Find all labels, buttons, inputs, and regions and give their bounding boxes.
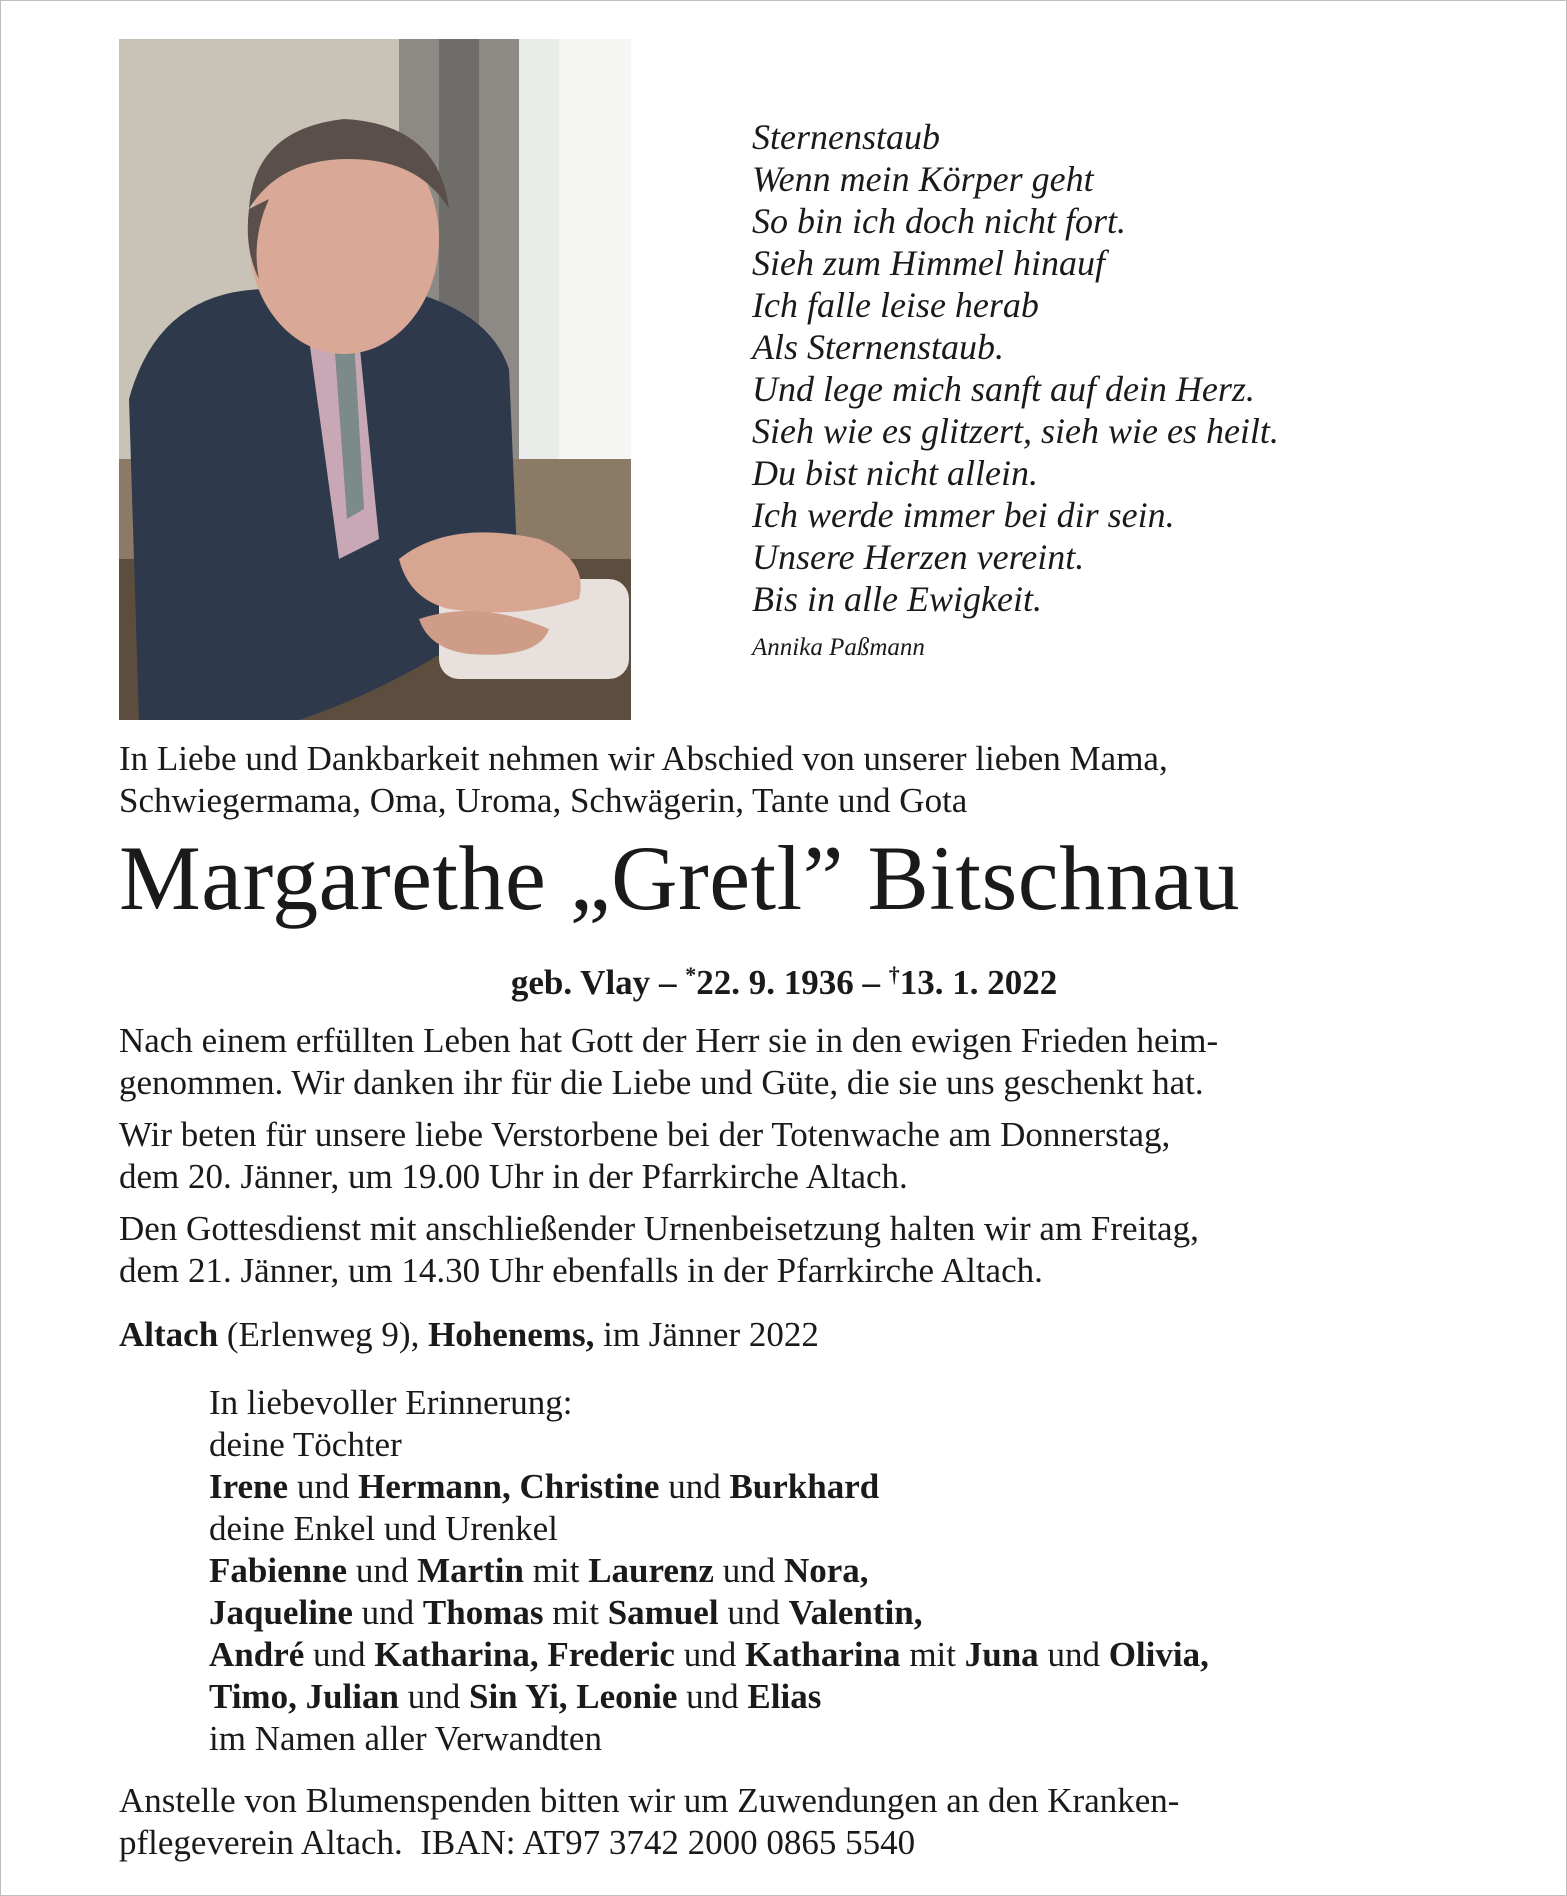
poem-line: Sieh wie es glitzert, sieh wie es heilt. [752,411,1279,451]
mourners-list [209,1382,1489,1760]
conjunction: und [352,1593,423,1632]
grandchildren-row [209,1592,1489,1634]
donation-line: Anstelle von Blumenspenden bitten wir um Zuwendungen an den Kranken- [119,1781,1180,1820]
intro-text [119,738,1449,822]
mourner-name: Jaqueline [209,1593,353,1632]
memory-heading: In liebevoller Erinnerung: [209,1383,573,1422]
mourner-name: Frederic [547,1635,675,1674]
conjunction: mit [543,1593,608,1632]
mourner-name: Olivia, [1108,1635,1209,1674]
conjunction: mit [524,1551,589,1590]
notice-date: im Jänner 2022 [594,1315,819,1354]
mourner-name: Fabienne [209,1551,348,1590]
poem-author: Annika Paßmann [752,634,925,661]
conjunction: und [677,1677,748,1716]
conjunction: und [659,1467,730,1506]
mourner-name: André [209,1635,305,1674]
mourner-name: Julian [305,1677,399,1716]
mourner-name: Elias [747,1677,822,1716]
poem-line: Du bist nicht allein. [752,453,1038,493]
conjunction: und [674,1635,745,1674]
death-symbol: † [888,962,900,987]
mourner-name: Nora, [783,1551,869,1590]
paragraph-line: Nach einem erfüllten Leben hat Gott der Herr sie in den ewigen Frieden heim- [119,1021,1219,1060]
poem-line: Und lege mich sanft auf dein Herz. [752,369,1255,409]
mourner-name: Burkhard [729,1467,880,1506]
mourner-name: Katharina [744,1635,901,1674]
conjunction: und [288,1467,359,1506]
poem-line: So bin ich doch nicht fort. [752,201,1126,241]
paragraph-passing [119,1020,1449,1104]
birth-symbol: * [685,962,697,987]
born-name: geb. Vlay [510,963,651,1002]
address: (Erlenweg 9), [218,1315,429,1354]
place-date [119,1314,1449,1356]
mourner-name: Martin [417,1551,524,1590]
mourner-name: Leonie [576,1677,678,1716]
spacer [568,1677,577,1716]
mourner-name: Sin Yi, [468,1677,568,1716]
mourner-name: Juna [964,1635,1039,1674]
grandchildren-row [209,1634,1489,1676]
paragraph-line: genommen. Wir danken ihr für die Liebe und Güte, die sie uns geschenkt hat. [119,1063,1204,1102]
conjunction: und [304,1635,375,1674]
conjunction: und [347,1551,418,1590]
intro-line: Schwiegermama, Oma, Uroma, Schwägerin, Tante und Gota [119,781,968,820]
paragraph-wake [119,1114,1449,1198]
poem [752,116,1472,662]
poem-line: Unsere Herzen vereint. [752,537,1085,577]
portrait-photo [119,39,631,720]
poem-line: Ich werde immer bei dir sein. [752,495,1175,535]
poem-line: Als Sternenstaub. [752,327,1004,367]
poem-line: Bis in alle Ewigkeit. [752,579,1042,619]
life-dates [119,954,1449,1004]
mourner-name: Timo, [209,1677,297,1716]
town-hohenems: Hohenems, [428,1315,595,1354]
conjunction: mit [900,1635,965,1674]
birth-date: 22. 9. 1936 [696,963,854,1002]
conjunction: und [1038,1635,1109,1674]
grandchildren-row [209,1676,1489,1718]
death-date: 13. 1. 2022 [899,963,1058,1002]
daughters-row [209,1466,1489,1508]
grandchildren-row [209,1550,1489,1592]
mourner-name: Thomas [422,1593,544,1632]
paragraph-line: Den Gottesdienst mit anschließender Urnenbeisetzung halten wir am Freitag, [119,1209,1199,1248]
deceased-name: Margarethe „Gretl” Bitschnau [119,827,1240,929]
separator: – [658,963,677,1002]
poem-line: Wenn mein Körper geht [752,159,1094,199]
paragraph-service [119,1208,1449,1292]
conjunction: und [718,1593,789,1632]
paragraph-line: dem 20. Jänner, um 19.00 Uhr in der Pfarrkirche Altach. [119,1157,908,1196]
mourner-name: Samuel [607,1593,719,1632]
mourner-name: Valentin, [788,1593,923,1632]
separator: – [862,963,880,1002]
donation-line: pflegeverein Altach. IBAN: AT97 3742 2000 0865 5540 [119,1823,916,1862]
conjunction: und [713,1551,784,1590]
paragraph-line: dem 21. Jänner, um 14.30 Uhr ebenfalls in der Pfarrkirche Altach. [119,1251,1043,1290]
mourner-name: Irene [209,1467,289,1506]
intro-line: In Liebe und Dankbarkeit nehmen wir Abschied von unserer lieben Mama, [119,739,1168,778]
daughters-label: deine Töchter [209,1425,402,1464]
memory-closing: im Namen aller Verwandten [209,1719,602,1758]
town-altach: Altach [119,1315,219,1354]
donation-note [119,1780,1449,1864]
grandchildren-label: deine Enkel und Urenkel [209,1509,558,1548]
poem-line: Sternenstaub [752,117,940,157]
mourner-name: Christine [519,1467,660,1506]
mourner-name: Hermann, [358,1467,511,1506]
mourner-name: Katharina, [374,1635,539,1674]
spacer [297,1677,306,1716]
mourner-name: Laurenz [588,1551,714,1590]
conjunction: und [398,1677,469,1716]
poem-line: Ich falle leise herab [752,285,1039,325]
paragraph-line: Wir beten für unsere liebe Verstorbene bei der Totenwache am Donnerstag, [119,1115,1171,1154]
poem-line: Sieh zum Himmel hinauf [752,243,1105,283]
